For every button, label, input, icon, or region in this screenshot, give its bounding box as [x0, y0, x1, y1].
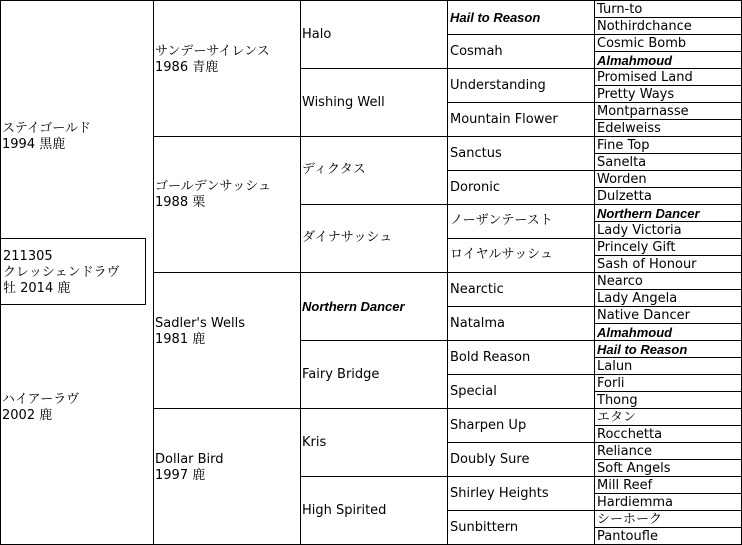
gen4-9: Nearctic [450, 282, 504, 297]
gen5-12: Dulzetta [597, 189, 652, 204]
granddam-2-info: 1997 鹿 [155, 468, 206, 483]
gen5-23: Forli [597, 376, 625, 391]
grid-line [300, 204, 447, 205]
gen4-5: Sanctus [450, 146, 502, 161]
gen4-11: Bold Reason [450, 350, 531, 365]
granddam-1-info: 1988 栗 [155, 195, 206, 210]
gen5-13: Northern Dancer [597, 206, 700, 221]
gen5-18: Lady Angela [597, 291, 678, 306]
gen4-8: ロイヤルサッシュ [450, 247, 553, 262]
granddam-2-name: Dollar Bird [155, 452, 224, 467]
grid-line [300, 68, 447, 69]
grid-line [447, 510, 594, 511]
gen4-6: Doronic [450, 180, 500, 195]
gen5-9: Fine Top [597, 138, 650, 153]
dam-info: 2002 鹿 [2, 408, 53, 423]
gen5-29: Mill Reef [597, 478, 653, 493]
gen4-10: Natalma [450, 316, 505, 331]
grid-line [153, 408, 300, 409]
granddam-1-name: ゴールデンサッシュ [155, 179, 271, 194]
grid-line [447, 408, 594, 409]
grid-line [447, 374, 594, 375]
gen5-7: Montparnasse [597, 104, 689, 119]
gen5-15: Princely Gift [597, 240, 676, 255]
gen3-1: Halo [302, 27, 332, 42]
gen5-2: Nothirdchance [597, 19, 692, 34]
gen3-6: Fairy Bridge [302, 367, 380, 382]
gen4-3: Understanding [450, 78, 546, 93]
gen5-14: Lady Victoria [597, 223, 682, 238]
gen5-16: Sash of Honour [597, 257, 697, 272]
gen5-27: Reliance [597, 444, 653, 459]
gen5-17: Nearco [597, 274, 643, 289]
gen3-2: Wishing Well [302, 95, 385, 110]
grid-line [447, 238, 594, 239]
gen5-19: Native Dancer [597, 308, 690, 323]
gen4-12: Special [450, 384, 497, 399]
gen3-8: High Spirited [302, 503, 387, 518]
gen4-7: ノーザンテースト [450, 213, 553, 228]
gen5-26: Rocchetta [597, 427, 663, 442]
grid-line [0, 0, 742, 1]
gen5-5: Promised Land [597, 70, 693, 85]
grid-line [447, 68, 594, 69]
subject-box [0, 238, 146, 305]
grid-line [447, 272, 594, 273]
grid-line [447, 306, 594, 307]
grid-line [300, 136, 447, 137]
subject-id: 211305 [3, 249, 53, 264]
gen4-14: Doubly Sure [450, 452, 530, 467]
gen5-11: Worden [597, 172, 647, 187]
grandsire-1-name: サンデーサイレンス [155, 44, 270, 59]
gen5-32: Pantoufle [597, 529, 658, 544]
gen3-3: ディクタス [302, 162, 366, 177]
gen5-1: Turn-to [597, 2, 643, 17]
gen4-1: Hail to Reason [450, 10, 541, 25]
grid-line [447, 340, 594, 341]
grid-line [300, 272, 447, 273]
dam-name: ハイアーラヴ [2, 392, 80, 407]
gen5-24: Thong [597, 393, 638, 408]
gen5-6: Pretty Ways [597, 87, 675, 102]
gen4-13: Sharpen Up [450, 418, 527, 433]
grid-line [300, 408, 447, 409]
sire-name: ステイゴールド [2, 121, 92, 136]
grid-line [447, 34, 594, 35]
grid-line [153, 272, 300, 273]
gen3-4: ダイナサッシュ [302, 230, 393, 245]
gen5-28: Soft Angels [597, 461, 671, 476]
gen5-4: Almahmoud [597, 53, 673, 68]
subject-name: クレッシェンドラヴ [3, 265, 120, 280]
grid-line [447, 170, 594, 171]
subject-info: 牡 2014 鹿 [3, 281, 71, 296]
gen3-7: Kris [302, 435, 327, 450]
gen5-30: Hardiemma [597, 495, 674, 510]
grid-line [447, 136, 594, 137]
gen5-31: シーホーク [597, 512, 663, 527]
gen5-3: Cosmic Bomb [597, 36, 687, 51]
gen4-16: Sunbittern [450, 520, 519, 535]
gen5-20: Almahmoud [597, 325, 673, 340]
gen4-2: Cosmah [450, 44, 503, 59]
gen5-8: Edelweiss [597, 121, 661, 136]
grid-line [447, 442, 594, 443]
gen5-22: Lalun [597, 359, 633, 374]
grid-line [447, 102, 594, 103]
gen5-10: Sanelta [597, 155, 647, 170]
sire-info: 1994 黒鹿 [2, 137, 66, 152]
gen5-21: Hail to Reason [597, 342, 688, 357]
gen4-4: Mountain Flower [450, 112, 558, 127]
grid-line [300, 476, 447, 477]
gen5-25: エタン [597, 410, 637, 425]
grid-line [447, 476, 594, 477]
grandsire-2-name: Sadler's Wells [155, 316, 245, 331]
gen3-5: Northern Dancer [302, 299, 405, 314]
grandsire-2-info: 1981 鹿 [155, 332, 206, 347]
grid-line [153, 136, 300, 137]
grid-line [300, 340, 447, 341]
grandsire-1-info: 1986 青鹿 [155, 60, 219, 75]
gen4-15: Shirley Heights [450, 486, 549, 501]
grid-line [447, 204, 594, 205]
